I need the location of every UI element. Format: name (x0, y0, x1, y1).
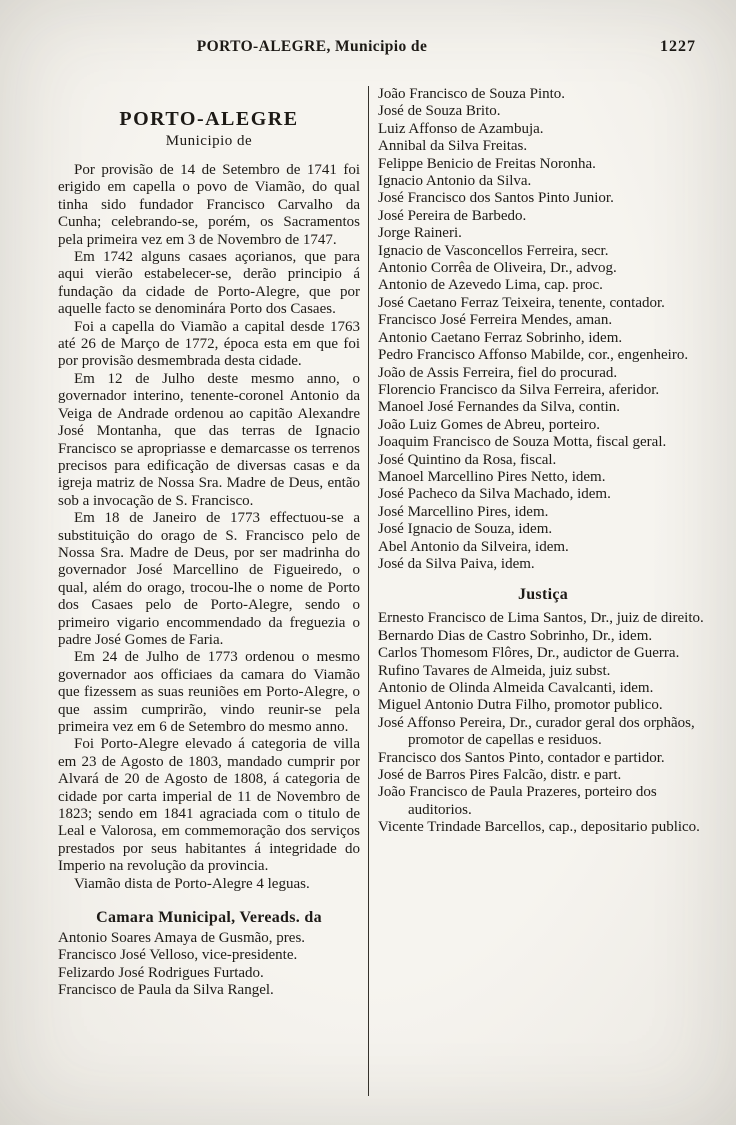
list-item: José Francisco dos Santos Pinto Junior. (378, 190, 614, 207)
list-item: Antonio de Olinda Almeida Cavalcanti, idem. (378, 680, 654, 696)
list-item: Carlos Thomesom Flôres, Dr., audictor de Guerra. (378, 645, 680, 662)
list-item: Manoel José Fernandes da Silva, contin. (378, 399, 621, 416)
list-item: Vicente Trindade Barcellos, cap., depositario publico. (378, 819, 700, 836)
paragraph: Em 12 de Julho deste mesmo anno, o governador interino, tenente-coronel Antonio da Veiga de Andrade ordenou ao capitão Alexandre José Montanha, que das terras de Ignacio Francisco se apropriasse e demarcasse os terrenos precisos para edificação de diversas casas e da igreja matriz de Nossa Sra. Madre de Deus, então sob a invocação de S. Francisco. (58, 370, 360, 509)
list-item: João Luiz Gomes de Abreu, porteiro. (378, 416, 601, 433)
list-item: José Ignacio de Souza, idem. (378, 521, 553, 538)
list-item: Ignacio de Vasconcellos Ferreira, secr. (378, 242, 609, 259)
running-title: PORTO-ALEGRE, Municipio de (196, 38, 428, 55)
history-paragraphs (58, 162, 360, 893)
list-item: José de Barros Pires Falcão, distr. e part. (378, 767, 622, 784)
list-item: Annibal da Silva Freitas. (378, 138, 528, 155)
list-item: José Pereira de Barbedo. (378, 207, 527, 224)
article-subtitle: Municipio de (165, 133, 253, 149)
list-item: Miguel Antonio Dutra Filho, promotor publico. (378, 697, 663, 714)
article-title: PORTO-ALEGRE (119, 108, 299, 130)
justica-heading: Justiça (517, 586, 569, 604)
list-item: Bernardo Dias de Castro Sobrinho, Dr., idem. (378, 627, 653, 644)
list-item: Pedro Francisco Affonso Mabilde, cor., engenheiro. (378, 347, 689, 364)
list-item: Joaquim Francisco de Souza Motta, fiscal geral. (378, 434, 667, 451)
list-item: Francisco José Velloso, vice-presidente. (58, 947, 298, 964)
list-item: José Marcellino Pires, idem. (378, 503, 549, 520)
list-item: João de Assis Ferreira, fiel do procurad. (378, 364, 618, 381)
list-item: Rufino Tavares de Almeida, juiz subst. (378, 662, 611, 679)
vereadores-entries (378, 86, 708, 573)
list-item: José de Souza Brito. (378, 103, 501, 120)
list-item: José Affonso Pereira, Dr., curador geral dos orphãos, promotor de capellas e residuos. (378, 714, 695, 749)
list-item: José Pacheco da Silva Machado, idem. (378, 486, 611, 503)
list-item: Jorge Raineri. (378, 225, 462, 242)
camara-entries (58, 930, 360, 1000)
list-item: Abel Antonio da Silveira, idem. (378, 538, 569, 555)
list-item: João Francisco de Souza Pinto. (378, 86, 566, 102)
page-number: 1227 (660, 38, 696, 55)
paragraph: Em 18 de Janeiro de 1773 effectuou-se a substituição do orago de S. Francisco pelo de Nossa Sra. Madre de Deus, por ser madrinha do governador José Marcellino de Figueiredo, o qual, além do orago, trocou-lhe o nome de Porto dos Casaes pelo de Porto-Alegre, sendo o primeiro vigario encommendado da freguezia o padre José Gomes de Faria. (58, 510, 360, 648)
list-item: Francisco de Paula da Silva Rangel. (58, 982, 274, 999)
running-head (0, 38, 736, 56)
list-item: José da Silva Paiva, idem. (378, 555, 535, 572)
justica-entries (378, 610, 708, 836)
list-item: Manoel Marcellino Pires Netto, idem. (378, 468, 606, 485)
list-item: João Francisco de Paula Prazeres, porteiro dos auditorios. (378, 784, 657, 818)
list-item: Antonio Soares Amaya de Gusmão, pres. (58, 930, 306, 947)
list-item: Francisco José Ferreira Mendes, aman. (378, 312, 613, 329)
list-item: Ignacio Antonio da Silva. (378, 173, 532, 190)
column-divider (368, 86, 369, 1096)
list-item: Antonio Caetano Ferraz Sobrinho, idem. (378, 329, 623, 346)
paragraph: Em 24 de Julho de 1773 ordenou o mesmo governador aos officiaes da camara do Viamão que fizessem as suas reuniões em Porto-Alegre, o que assim cumprirão, vindo reunir-se pela primeira vez em 6 de Setembro do mesmo anno. (58, 649, 360, 735)
list-item: Antonio de Azevedo Lima, cap. proc. (378, 277, 603, 294)
list-item: Felizardo José Rodrigues Furtado. (58, 964, 264, 981)
list-item: Florencio Francisco da Silva Ferreira, aferidor. (378, 381, 660, 398)
left-column (58, 84, 360, 1100)
paragraph: Foi Porto-Alegre elevado á categoria de villa em 23 de Agosto de 1803, mandado cumprir por Alvará de 20 de Agosto de 1808, á categoria de cidade por carta imperial de 11 de Novembro de 1823; sendo em 1841 agraciada com o titulo de Leal e Valorosa, em commemoração dos serviços prestados por seus habitantes á integridade do Imperio na revolução da provincia. (58, 736, 360, 875)
paragraph: Em 1742 alguns casaes açorianos, que para aqui vierão estabelecer-se, derão principio á fundação da cidade de Porto-Alegre, que por aquelle facto se denominára Porto dos Casaes. (58, 249, 360, 318)
paragraph: Por provisão de 14 de Setembro de 1741 foi erigido em capella o povo de Viamão, do qual tinha sido fundador Francisco Carvalho da Cunha; celebrando-se, porém, os Sacramentos pela primeira vez em 3 de Novembro de 1747. (58, 162, 360, 248)
list-item: Luiz Affonso de Azambuja. (378, 120, 544, 137)
list-item: Felippe Benicio de Freitas Noronha. (378, 155, 596, 172)
columns (58, 84, 708, 1100)
right-column (378, 84, 708, 1100)
list-item: José Caetano Ferraz Teixeira, tenente, contador. (378, 294, 665, 311)
list-item: Ernesto Francisco de Lima Santos, Dr., juiz de direito. (378, 610, 704, 627)
list-item: Francisco dos Santos Pinto, contador e partidor. (378, 749, 665, 766)
list-item: Antonio Corrêa de Oliveira, Dr., advog. (378, 260, 617, 277)
list-item: José Quintino da Rosa, fiscal. (378, 451, 557, 468)
paragraph: Viamão dista de Porto-Alegre 4 leguas. (74, 875, 310, 892)
paragraph: Foi a capella do Viamão a capital desde 1763 até 26 de Março de 1772, época esta em que foi por provisão desmembrada desta cidade. (58, 318, 360, 370)
camara-heading: Camara Municipal, Vereads. da (96, 909, 322, 927)
